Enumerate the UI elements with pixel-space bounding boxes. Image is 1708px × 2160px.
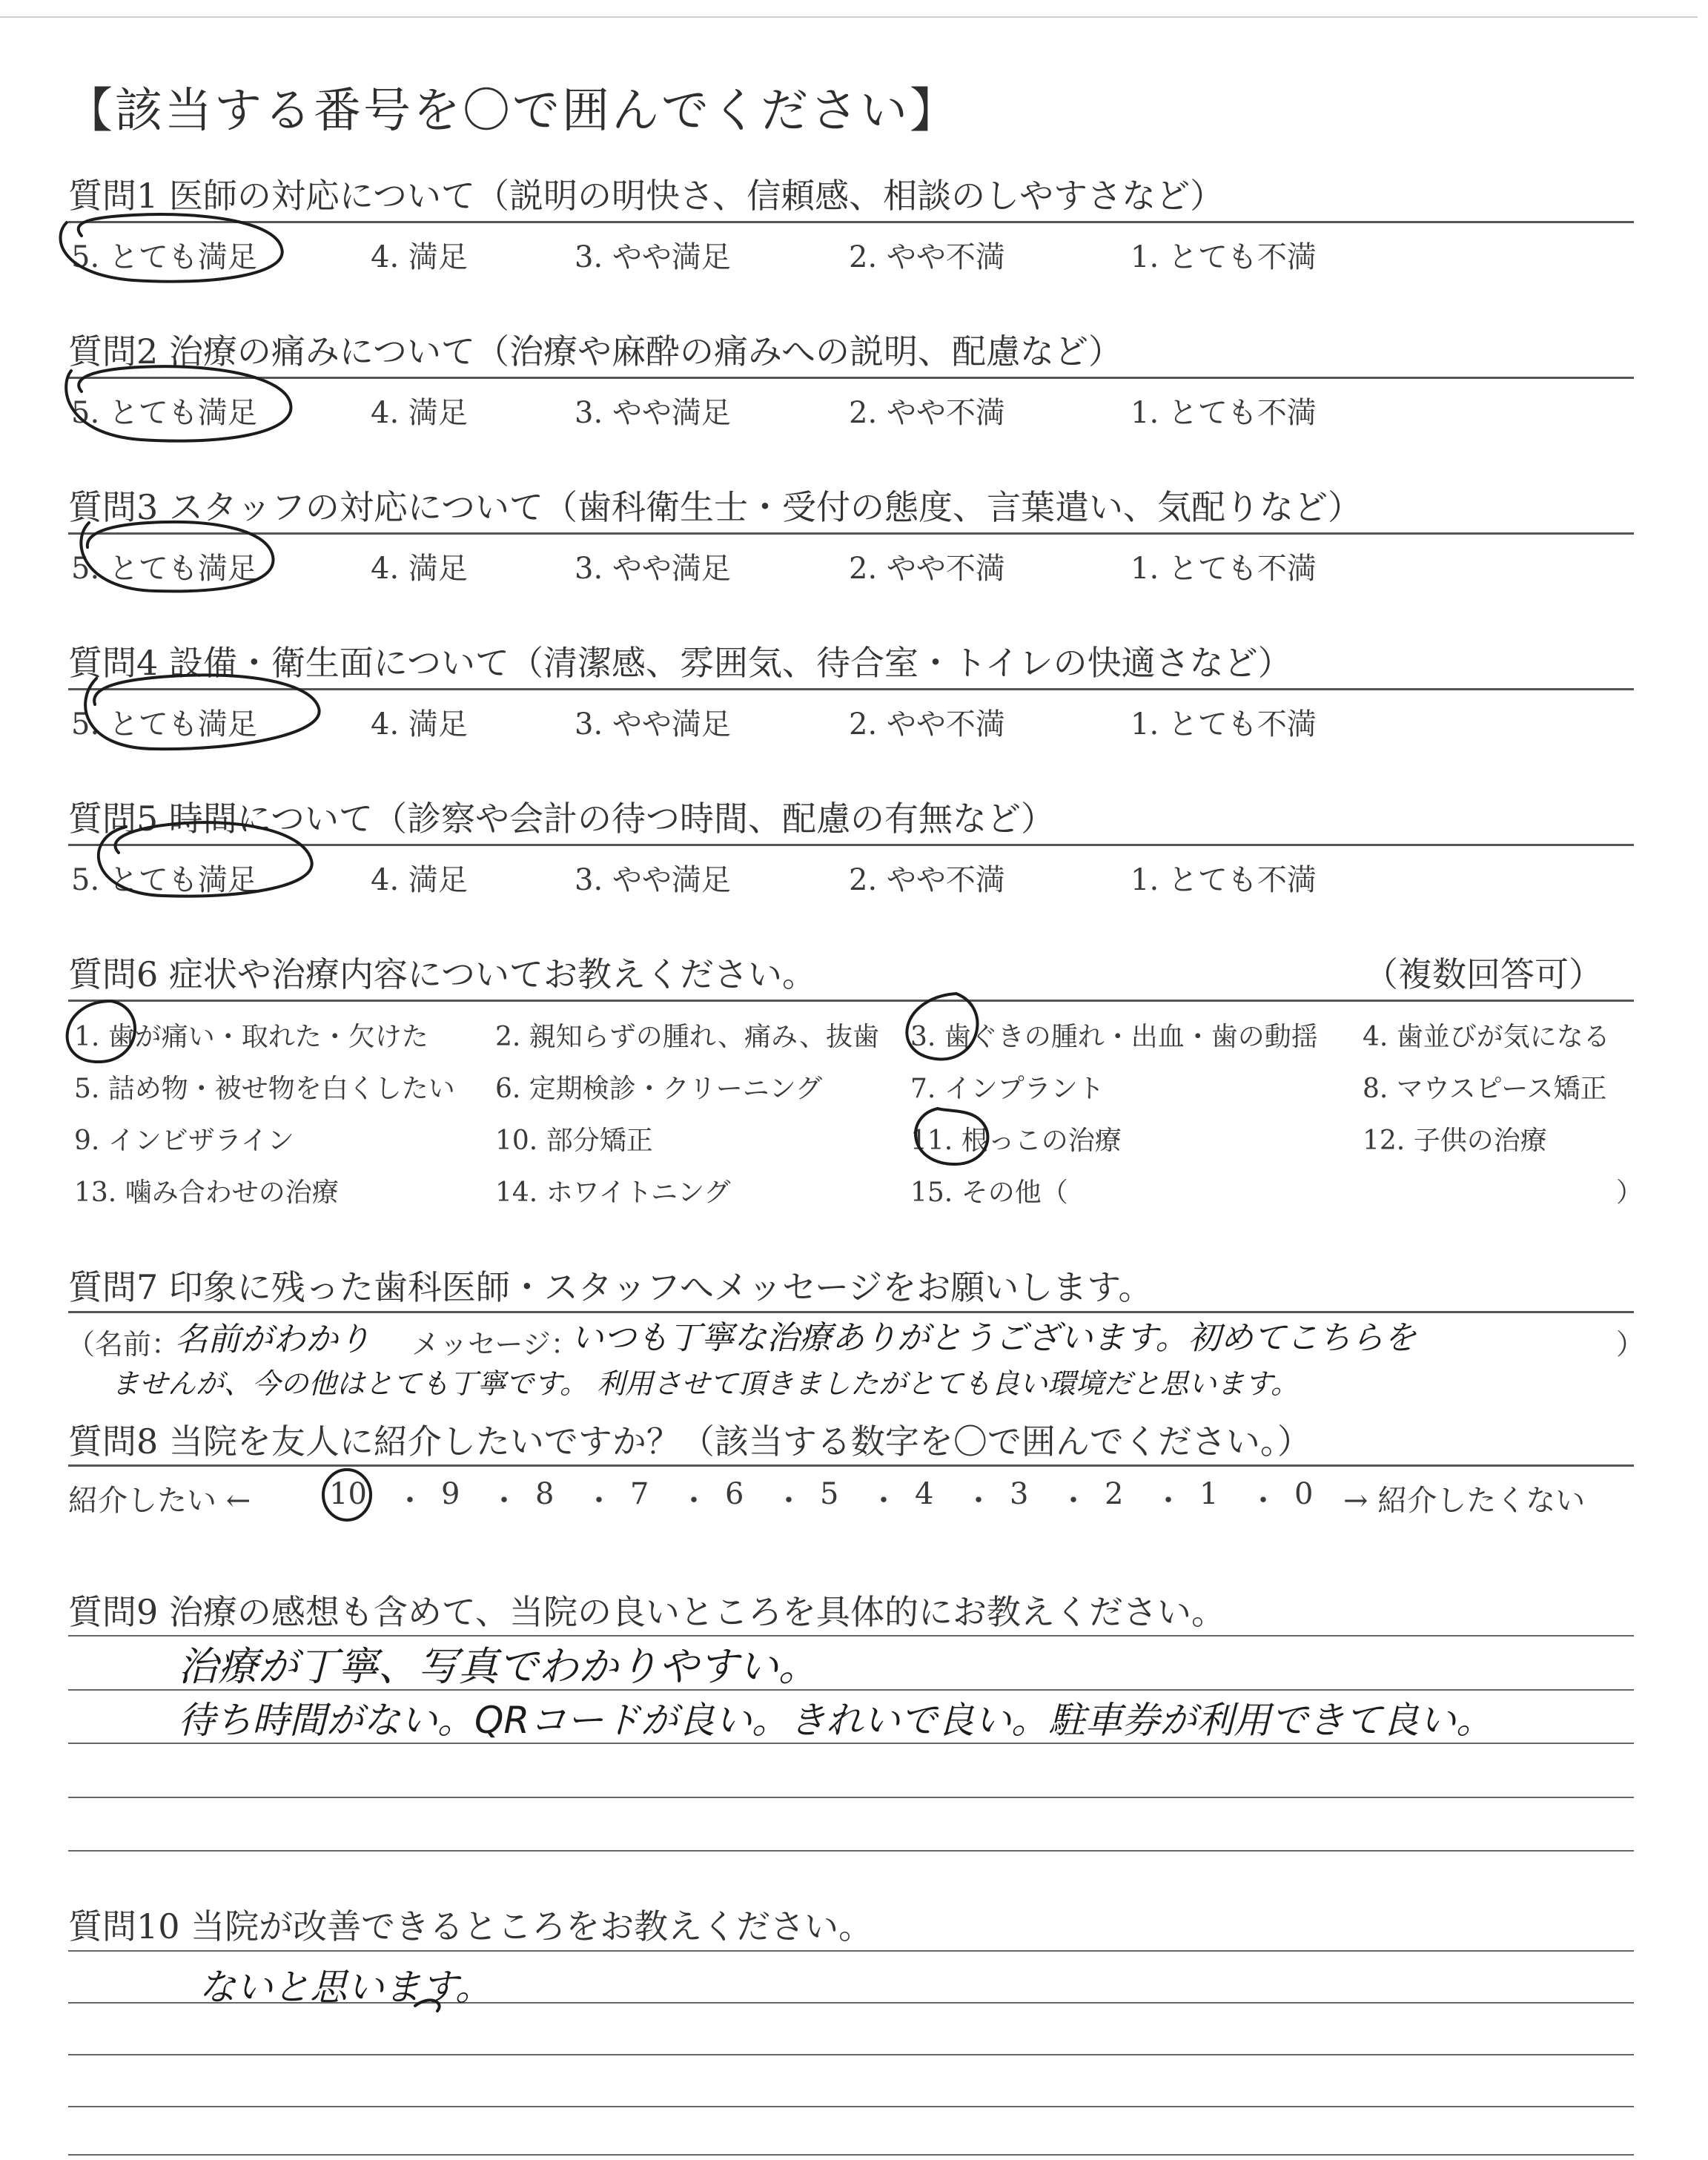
q1-option-2[interactable]: 2. やや不満 [849,240,1005,274]
question-3-label: 質問3 スタッフの対応について（歯科衛生士・受付の態度、言葉遣い、気配りなど） [68,487,1362,527]
q7-close-paren: ） [1616,1328,1645,1361]
q4-selection-circle [85,675,319,749]
q7-message-prefix: メッセージ： [411,1328,579,1361]
q6-item-2[interactable]: 2. 親知らずの腫れ、痛み、抜歯 [495,1022,880,1052]
q6-item-12[interactable]: 12. 子供の治療 [1363,1126,1547,1156]
q6-item-11-circle [916,1109,987,1164]
q6-item-14[interactable]: 14. ホワイトニング [495,1178,731,1208]
q4-option-2[interactable]: 2. やや不満 [849,707,1005,742]
q8-scale-4[interactable]: 4 [915,1477,934,1511]
q6-item-10[interactable]: 10. 部分矯正 [495,1126,653,1156]
q8-dot: ・ [679,1484,709,1518]
q6-item-15[interactable]: 15. その他（ [910,1178,1068,1208]
q8-dot: ・ [964,1484,993,1518]
q5-option-4[interactable]: 4. 満足 [371,863,468,897]
q8-scale-5[interactable]: 5 [820,1477,839,1511]
q7-message-line1[interactable]: いつも丁寧な治療ありがとうございます。初めてこちらを [571,1319,1417,1357]
q8-right-label: → 紹介したくない [1343,1484,1586,1518]
q10-underline-stroke [415,2000,440,2011]
q6-item-1-circle [67,1001,135,1062]
q2-option-3[interactable]: 3. やや満足 [575,396,731,430]
question-8-label: 質問8 当院を友人に紹介したいですか？（該当する数字を〇で囲んでください。） [68,1421,1311,1462]
q6-item-7[interactable]: 7. インプラント [910,1074,1105,1104]
question-10-label: 質問10 当院が改善できるところをお教えください。 [68,1906,873,1946]
q7-name-prefix: （名前： [67,1328,180,1361]
q5-selection-circle [99,822,312,896]
q1-option-4[interactable]: 4. 満足 [371,240,468,274]
q8-scale-1[interactable]: 1 [1199,1477,1219,1511]
q6-item-15-close: ） [1616,1178,1644,1208]
question-9-label: 質問9 治療の感想も含めて、当院の良いところを具体的にお教えください。 [68,1592,1225,1632]
q2-option-4[interactable]: 4. 満足 [371,396,468,430]
q1-option-1[interactable]: 1. とても不満 [1131,240,1317,274]
question-6-label: 質問6 症状や治療内容についてお教えください。 [68,954,816,994]
q8-dot: ・ [395,1484,425,1518]
question-5-label: 質問5 時間について（診察や会計の待つ時間、配慮の有無など） [68,799,1055,839]
q1-option-3[interactable]: 3. やや満足 [575,240,731,274]
q3-option-3[interactable]: 3. やや満足 [575,552,731,586]
q6-item-9[interactable]: 9. インビザライン [74,1126,294,1156]
q8-dot: ・ [1059,1484,1088,1518]
q4-option-4[interactable]: 4. 満足 [371,707,468,742]
q9-answer-text-2[interactable]: 待ち時間がない。QRコードが良い。きれいで良い。駐車券が利用できて良い。 [178,1699,1494,1742]
q7-message-line2[interactable]: ませんが、今の他はとても丁寧です。 利用させて頂きましたがとても良い環境だと思います。 [111,1367,1300,1400]
q7-name-value[interactable]: 名前がわかり [175,1321,371,1358]
question-2-label: 質問2 治療の痛みについて（治療や麻酔の痛みへの説明、配慮など） [68,331,1123,371]
q8-scale-9[interactable]: 9 [441,1477,460,1511]
q1-option-5[interactable]: 5. とても満足 [71,240,257,274]
q8-dot: ・ [489,1484,519,1518]
q3-option-1[interactable]: 1. とても不満 [1131,552,1317,586]
q3-option-5[interactable]: 5. とても満足 [71,552,257,586]
q5-option-3[interactable]: 3. やや満足 [575,863,731,897]
q8-dot: ・ [584,1484,614,1518]
q8-dot: ・ [774,1484,804,1518]
q5-option-2[interactable]: 2. やや不満 [849,863,1005,897]
form-title: 【該当する番号を〇で囲んでください】 [65,84,959,139]
q2-option-5[interactable]: 5. とても満足 [71,396,257,430]
q6-item-5[interactable]: 5. 詰め物・被せ物を白くしたい [74,1074,455,1104]
q6-item-1[interactable]: 1. 歯が痛い・取れた・欠けた [74,1022,428,1052]
q6-item-8[interactable]: 8. マウスピース矯正 [1363,1074,1607,1104]
q8-scale-7[interactable]: 7 [630,1477,649,1511]
q8-dot: ・ [1248,1484,1278,1518]
question-1-label: 質問1 医師の対応について（説明の明快さ、信頼感、相談のしやすさなど） [68,176,1225,216]
q8-scale-10-circle [323,1470,371,1520]
q5-option-5[interactable]: 5. とても満足 [71,863,257,897]
q9-answer-text-1[interactable]: 治療が丁寧、写真でわかりやすい。 [178,1643,818,1690]
q2-option-2[interactable]: 2. やや不満 [849,396,1005,430]
q6-item-6[interactable]: 6. 定期検診・クリーニング [495,1074,823,1104]
q8-scale-8[interactable]: 8 [535,1477,555,1511]
q4-option-1[interactable]: 1. とても不満 [1131,707,1317,742]
q6-item-3-circle [907,994,977,1059]
q6-item-13[interactable]: 13. 噛み合わせの治療 [74,1178,339,1208]
q6-item-11[interactable]: 11. 根っこの治療 [910,1126,1122,1156]
q5-option-1[interactable]: 1. とても不満 [1131,863,1317,897]
q8-scale-3[interactable]: 3 [1010,1477,1029,1511]
q8-scale-2[interactable]: 2 [1105,1477,1124,1511]
q3-option-4[interactable]: 4. 満足 [371,552,468,586]
q8-dot: ・ [869,1484,898,1518]
q1-selection-circle [61,214,282,282]
q8-scale-0[interactable]: 0 [1294,1477,1314,1511]
question-4-label: 質問4 設備・衛生面について（清潔感、雰囲気、待合室・トイレの快適さなど） [68,643,1292,683]
q8-left-label: 紹介したい ← [68,1484,251,1518]
q4-option-3[interactable]: 3. やや満足 [575,707,731,742]
q3-option-2[interactable]: 2. やや不満 [849,552,1005,586]
q8-scale-10[interactable]: 10 [329,1477,367,1511]
q2-selection-circle [66,366,291,440]
q8-dot: ・ [1153,1484,1183,1518]
q6-item-3[interactable]: 3. 歯ぐきの腫れ・出血・歯の動揺 [910,1022,1318,1052]
q10-answer-text[interactable]: ないと思います。 [199,1966,492,2009]
q6-item-4[interactable]: 4. 歯並びが気になる [1363,1022,1610,1052]
q3-selection-circle [81,522,273,591]
question-6-note: （複数回答可） [1364,954,1603,994]
q2-option-1[interactable]: 1. とても不満 [1131,396,1317,430]
q4-option-5[interactable]: 5. とても満足 [71,707,257,742]
question-7-label: 質問7 印象に残った歯科医師・スタッフへメッセージをお願いします。 [68,1267,1153,1307]
q8-scale-6[interactable]: 6 [725,1477,744,1511]
